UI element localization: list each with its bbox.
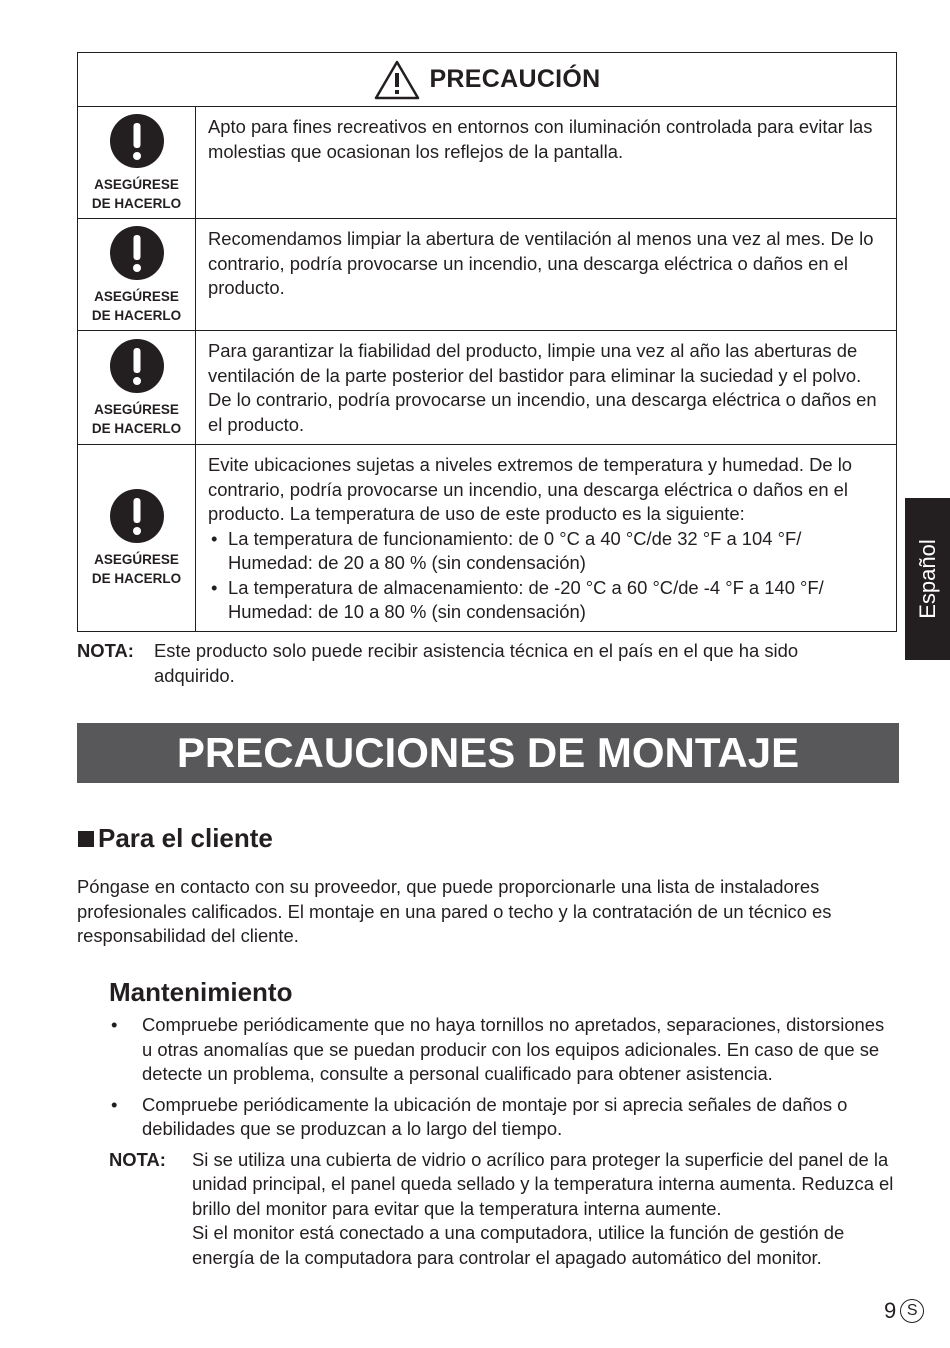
language-tab [905, 498, 950, 660]
note-text: Si el monitor está conectado a una computadora, utilice la función de gestión de energía de la computadora para controlar el apagado automático del monitor. [192, 1222, 845, 1268]
list-item: • La temperatura de almacenamiento: de -20 °C a 60 °C/de -4 °F a 140 °F/ Humedad: de 10 a 80 % (sin condensación) [208, 576, 886, 625]
mandatory-cell [78, 219, 196, 330]
caution-row [78, 444, 896, 631]
caution-text: Para garantizar la fiabilidad del producto, limpie una vez al año las aberturas de ventilación de la parte posterior del bastidor para eliminar la suciedad y el polvo. De lo contrario, podría provocarse un incendio, una descarga eléctrica o daños en el producto. [208, 340, 877, 435]
page-number [884, 1298, 924, 1324]
list-item: • La temperatura de funcionamiento: de 0 °C a 40 °C/de 32 °F a 104 °F/ Humedad: de 20 a 80 % (sin condensación) [208, 527, 886, 576]
caution-header [78, 53, 896, 107]
mandatory-cell [78, 445, 196, 631]
caution-row [78, 107, 896, 218]
caution-table [77, 52, 897, 632]
mandatory-label: ASEGÚRESE DE HACERLO [91, 401, 182, 436]
note-label: NOTA: [109, 1148, 166, 1170]
note-text: Este producto solo puede recibir asistencia técnica en el país en el que ha sido adquirido. [154, 640, 799, 686]
warning-triangle-icon [373, 59, 421, 101]
maintenance-heading: Mantenimiento [109, 977, 293, 1007]
list-item: • Compruebe periódicamente que no haya tornillos no apretados, separaciones, distorsiones u otras anomalías que se puedan producir con los equipos adicionales. En caso de que se detecte un problema, consulte a personal cualificado para obtener asistencia. [109, 1013, 899, 1087]
section-banner: PRECAUCIONES DE MONTAJE [77, 723, 899, 783]
exclamation-circle-icon [109, 338, 165, 394]
maintenance-section [109, 1013, 899, 1270]
temperature-list [208, 527, 886, 625]
maintenance-list [109, 1013, 899, 1142]
mandatory-cell [78, 107, 196, 218]
caution-row [78, 218, 896, 330]
note-maintenance [109, 1148, 899, 1271]
exclamation-circle-icon [109, 488, 165, 544]
exclamation-circle-icon [109, 113, 165, 169]
note-support [77, 638, 877, 688]
note-label: NOTA: [77, 640, 134, 661]
client-text: Póngase en contacto con su proveedor, que puede proporcionarle una lista de instaladores profesionales calificados. El montaje en una pared o techo y la contratación de un técnico es responsabilidad del cliente. [77, 876, 832, 946]
exclamation-circle-icon [109, 225, 165, 281]
page-number-value: 9 [884, 1298, 897, 1323]
mandatory-label: ASEGÚRESE DE HACERLO [91, 552, 182, 586]
language-code-badge: S [900, 1299, 924, 1323]
note-text: Si se utiliza una cubierta de vidrio o acrílico para proteger la superficie del panel de la unidad principal, el panel queda sellado y la temperatura interna aumenta. Reduzca el brillo del monitor para evitar que la temperatura interna aumente. [192, 1148, 894, 1219]
list-item: • Compruebe periódicamente la ubicación de montaje por si aprecia señales de daños o debilidades que se produzcan a lo largo del tiempo. [109, 1093, 899, 1142]
square-bullet-icon [78, 831, 94, 847]
mandatory-cell [78, 331, 196, 444]
caution-row [78, 330, 896, 444]
caution-title: PRECAUCIÓN [429, 65, 601, 93]
caution-text: Apto para fines recreativos en entornos con iluminación controlada para evitar las molestias que ocasionan los reflejos de la pantalla. [208, 116, 873, 162]
mandatory-label: ASEGÚRESE DE HACERLO [91, 288, 182, 323]
language-tab-label: Español [914, 539, 940, 619]
mandatory-label: ASEGÚRESE DE HACERLO [91, 176, 182, 211]
caution-intro: Evite ubicaciones sujetas a niveles extremos de temperatura y humedad. De lo contrario, podría provocarse un incendio, una descarga eléctrica o daños en el producto. La temperatura de uso de este producto es la siguiente: [208, 454, 853, 524]
client-heading: Para el cliente [78, 823, 273, 854]
caution-text [196, 445, 896, 631]
caution-text: Recomendamos limpiar la abertura de ventilación al menos una vez al mes. De lo contrario, podría provocarse un incendio, una descarga eléctrica o daños en el producto. [208, 228, 874, 298]
note-body [192, 1148, 899, 1271]
